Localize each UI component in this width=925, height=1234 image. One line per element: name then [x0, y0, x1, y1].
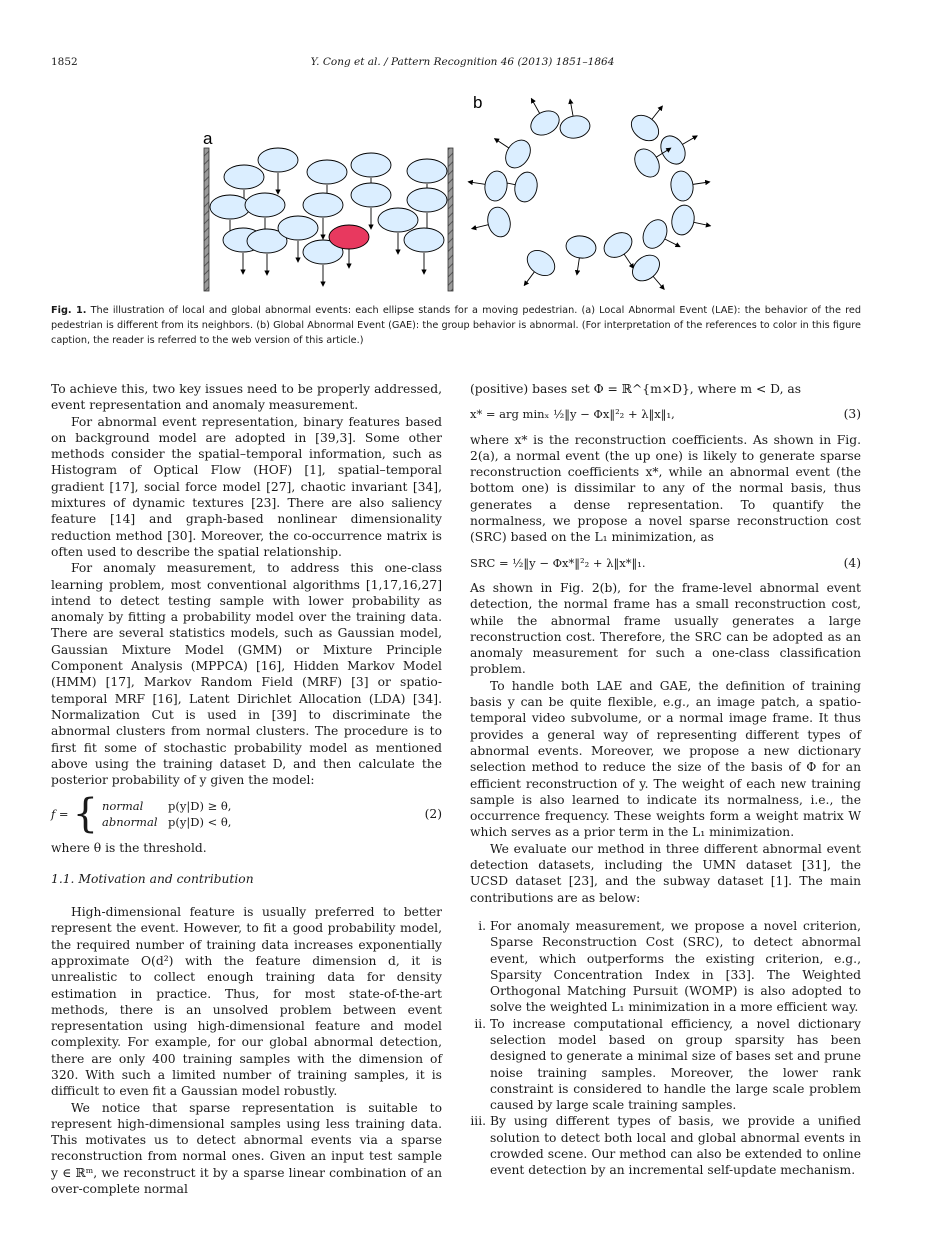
- right-paragraph-4: To handle both LAE and GAE, the definition of training basis y can be quite flexible, e.g., an image patch, a spatio-temporal video subvolume, or a normal image frame. It thus provides a general way of representing different types of abnormal events. Moreover, we propose a new dictionary selection method to reduce the size of the basis of Φ for an efficient reconstruction of y. The weight of each new training sample is also learned to indicate its normalness, i.e., the occurrence frequency. These weights form a weight matrix W which serves as a prior term in the L₁ minimization.: [470, 678, 861, 840]
- right-column: [470, 381, 861, 1179]
- motion-arrow: [524, 272, 534, 286]
- left-paragraph-4: where θ is the threshold.: [51, 841, 207, 856]
- contribution-item: [470, 1016, 861, 1114]
- pedestrian-ellipse: [278, 216, 318, 240]
- pedestrian-ellipse: [303, 193, 343, 217]
- eq4-body: SRC = ½‖y − Φx*‖²₂ + λ‖x*‖₁.: [470, 555, 646, 570]
- pedestrian-ellipse: [630, 144, 665, 181]
- pedestrian-ellipse: [245, 193, 285, 217]
- left-paragraph-1: To achieve this, two key issues need to be properly addressed, event representation and anomaly measurement.: [51, 382, 442, 413]
- pedestrian-ellipse: [258, 148, 298, 172]
- figure-1: [195, 88, 715, 298]
- motion-arrow: [577, 258, 580, 275]
- pedestrian-ellipse: [351, 153, 391, 177]
- eq2-case2-cond: p(y|D) < θ,: [168, 815, 232, 830]
- pedestrian-ellipse: [378, 208, 418, 232]
- motion-arrow: [665, 239, 680, 247]
- pedestrian-ellipse: [599, 228, 636, 263]
- contribution-number: i.: [478, 918, 490, 933]
- contribution-item: [470, 1113, 861, 1178]
- running-head: Y. Cong et al. / Pattern Recognition 46 (2013) 1851–1864: [310, 56, 615, 68]
- pedestrian-ellipse: [627, 250, 664, 286]
- subsection-heading: 1.1. Motivation and contribution: [51, 871, 254, 886]
- right-paragraph-5: We evaluate our method in three different abnormal event detection datasets, including the UMN dataset [31], the UCSD dataset [23], and the subway dataset [1]. The main contributions are as below:: [470, 841, 861, 905]
- pedestrian-ellipse: [522, 245, 559, 281]
- pedestrian-ellipse: [407, 159, 447, 183]
- pedestrian-ellipse: [404, 228, 444, 252]
- panel-a-crowd: [210, 148, 447, 286]
- pedestrian-ellipse: [669, 170, 695, 203]
- equation-2: [51, 791, 442, 838]
- pedestrian-ellipse: [669, 203, 697, 237]
- pedestrian-ellipse: [407, 188, 447, 212]
- motion-arrow: [693, 182, 710, 185]
- page-number: 1852: [51, 56, 78, 68]
- contribution-text: For anomaly measurement, we propose a novel criterion, Sparse Reconstruction Cost (SRC), to detect abnormal event, which outperforms the existing criterion, e.g., Sparsity Concentration Index in [33]. The Weighted Orthogonal Matching Pursuit (WOMP) is also adopted to solve the weighted L₁ minimization in a more efficient way.: [490, 918, 861, 1015]
- eq4-number: (4): [843, 555, 861, 570]
- panel-label-b: b: [473, 93, 483, 112]
- pedestrian-ellipse: [485, 205, 514, 239]
- motion-arrow: [570, 99, 573, 116]
- eq3-body: x* = arg minₓ ½‖y − Φx‖²₂ + λ‖x‖₁,: [470, 407, 675, 422]
- motion-arrow: [531, 99, 539, 114]
- left-paragraph-5: High-dimensional feature is usually preferred to better represent the event. However, to fit a good probability model, the required number of training data increases exponentially approximate O(d²) with the feature dimension d, it is unrealistic to collect enough training data for density estimation in practice. Thus, for most state-of-the-art methods, there is an unsolved problem between event representation using high-dimensional feature and model complexity. For example, for our global abnormal detection, there are only 400 training samples with the dimension of 320. With such a limited number of training samples, it is difficult to even fit a Gaussian model robustly.: [51, 905, 442, 1099]
- pedestrian-ellipse: [626, 110, 663, 146]
- motion-arrow: [652, 106, 663, 119]
- right-paragraph-3: As shown in Fig. 2(b), for the frame-level abnormal event detection, the normal frame has a small reconstruction cost, while the abnormal frame usually generates a large reconstruction cost. Therefore, the SRC can be adopted as an anomaly measurement for such a one-class classification problem.: [470, 580, 861, 677]
- eq2-lhs: f =: [51, 807, 69, 822]
- caption-text: The illustration of local and global abnormal events: each ellipse stands for a moving pedestrian. (a) Local Abnormal Event (LAE): the behavior of the red pedestrian is different from its neighbors. (b) Global Abnormal Event (GAE): the group behavior is abnormal. (For interpretation of the references to color in this figure caption, the reader is referred to the web version of this article.): [51, 305, 861, 346]
- right-paragraph-2: where x* is the reconstruction coefficients. As shown in Fig. 2(a), a normal event (the up one) is likely to generate sparse reconstruction coefficients x*, while an abnormal event (the bottom one) is dissimilar to any of the normal basis, thus generates a dense representation. To quantify the normalness, we propose a novel sparse reconstruction cost (SRC) based on the L₁ minimization, as: [470, 432, 861, 545]
- motion-arrow: [468, 182, 485, 185]
- motion-arrow: [682, 136, 697, 145]
- pedestrian-ellipse: [656, 131, 690, 168]
- pedestrian-ellipse: [307, 160, 347, 184]
- left-paragraph-6: We notice that sparse representation is suitable to represent high-dimensional samples using less training data. This motivates us to detect abnormal events via a sparse reconstruction from normal ones. Given an input test sample y ∈ ℝᵐ, we reconstruct it by a sparse linear combination of an over-complete normal: [51, 1100, 442, 1197]
- eq2-case1-cond: p(y|D) ≥ θ,: [168, 799, 232, 814]
- pedestrian-ellipse: [501, 135, 536, 172]
- equation-3: [470, 406, 861, 422]
- eq3-number: (3): [843, 407, 861, 422]
- eq2-brace: {: [72, 791, 99, 838]
- pedestrian-ellipse: [483, 170, 509, 203]
- pedestrian-ellipse: [210, 195, 250, 219]
- abnormal-pedestrian-ellipse: [329, 225, 369, 249]
- contribution-number: iii.: [470, 1114, 490, 1129]
- contribution-text: To increase computational efficiency, a novel dictionary selection model based on group sparsity has been designed to generate a minimal size of bases set and prune noise training samples. Moreover, the lower rank constraint is considered to handle the large scale problem caused by large scale training samples.: [490, 1016, 861, 1113]
- eq2-number: (2): [424, 807, 442, 822]
- contribution-text: By using different types of basis, we provide a unified solution to detect both local and global abnormal events in crowded scene. Our method can also be extended to online event detection by an incremental self-update mechanism.: [490, 1114, 861, 1178]
- equation-4: [470, 555, 861, 571]
- eq2-case2-label: abnormal: [102, 815, 158, 830]
- pedestrian-ellipse: [638, 216, 671, 253]
- left-paragraph-3: For anomaly measurement, to address this one-class learning problem, most conventional algorithms [1,17,16,27] intend to detect testing sample with lower probability as anomaly by fitting a probability model over the training data. There are several statistics models, such as Gaussian model, Gaussian Mixture Model (GMM) or Mixture Principle Component Analysis (MPPCA) [16], Hidden Markov Model (HMM) [17], Markov Random Field (MRF) [3] or spatio-temporal MRF [16], Latent Dirichlet Allocation (LDA) [34]. Normalization Cut is used in [39] to discriminate the abnormal clusters from normal clusters. The procedure is to first fit some of stochastic probability model as mentioned above using the training dataset D, and then calculate the posterior probability of y given the model:: [51, 561, 442, 788]
- caption-label: Fig. 1.: [51, 305, 87, 316]
- eq2-case1-label: normal: [102, 799, 144, 814]
- motion-arrow: [472, 225, 489, 229]
- motion-arrow: [653, 276, 664, 289]
- pedestrian-ellipse: [565, 234, 598, 260]
- pedestrian-ellipse: [351, 183, 391, 207]
- motion-arrow: [495, 139, 509, 148]
- wall-left: [204, 148, 209, 291]
- pedestrian-ellipse: [224, 165, 264, 189]
- pedestrian-ellipse: [527, 106, 564, 140]
- contribution-item: [470, 918, 861, 1016]
- wall-right: [448, 148, 453, 291]
- motion-arrow: [624, 254, 633, 268]
- panel-b-crowd: [468, 99, 710, 290]
- left-column: [51, 381, 442, 1197]
- contributions-list: [470, 918, 861, 1179]
- left-paragraph-2: For abnormal event representation, binary features based on background model are adopted in [39,3]. Some other methods consider the spatial–temporal information, such as Histogram of Optical Flow (HOF) [1], spatial–temporal gradient [17], social force model [27], chaotic invariant [34], mixtures of dynamic textures [23]. There are also saliency feature [14] and graph-based nonlinear dimensionality reduction method [30]. Moreover, the co-occurrence matrix is often used to describe the spatial relationship.: [51, 414, 442, 559]
- pedestrian-ellipse: [512, 170, 540, 204]
- panel-label-a: a: [203, 129, 213, 148]
- contribution-number: ii.: [474, 1016, 490, 1031]
- pedestrian-ellipse: [558, 114, 591, 141]
- right-paragraph-1: (positive) bases set Φ = ℝ^{m×D}, where m < D, as: [470, 382, 802, 396]
- figure-caption: [51, 303, 861, 348]
- motion-arrow: [694, 222, 711, 226]
